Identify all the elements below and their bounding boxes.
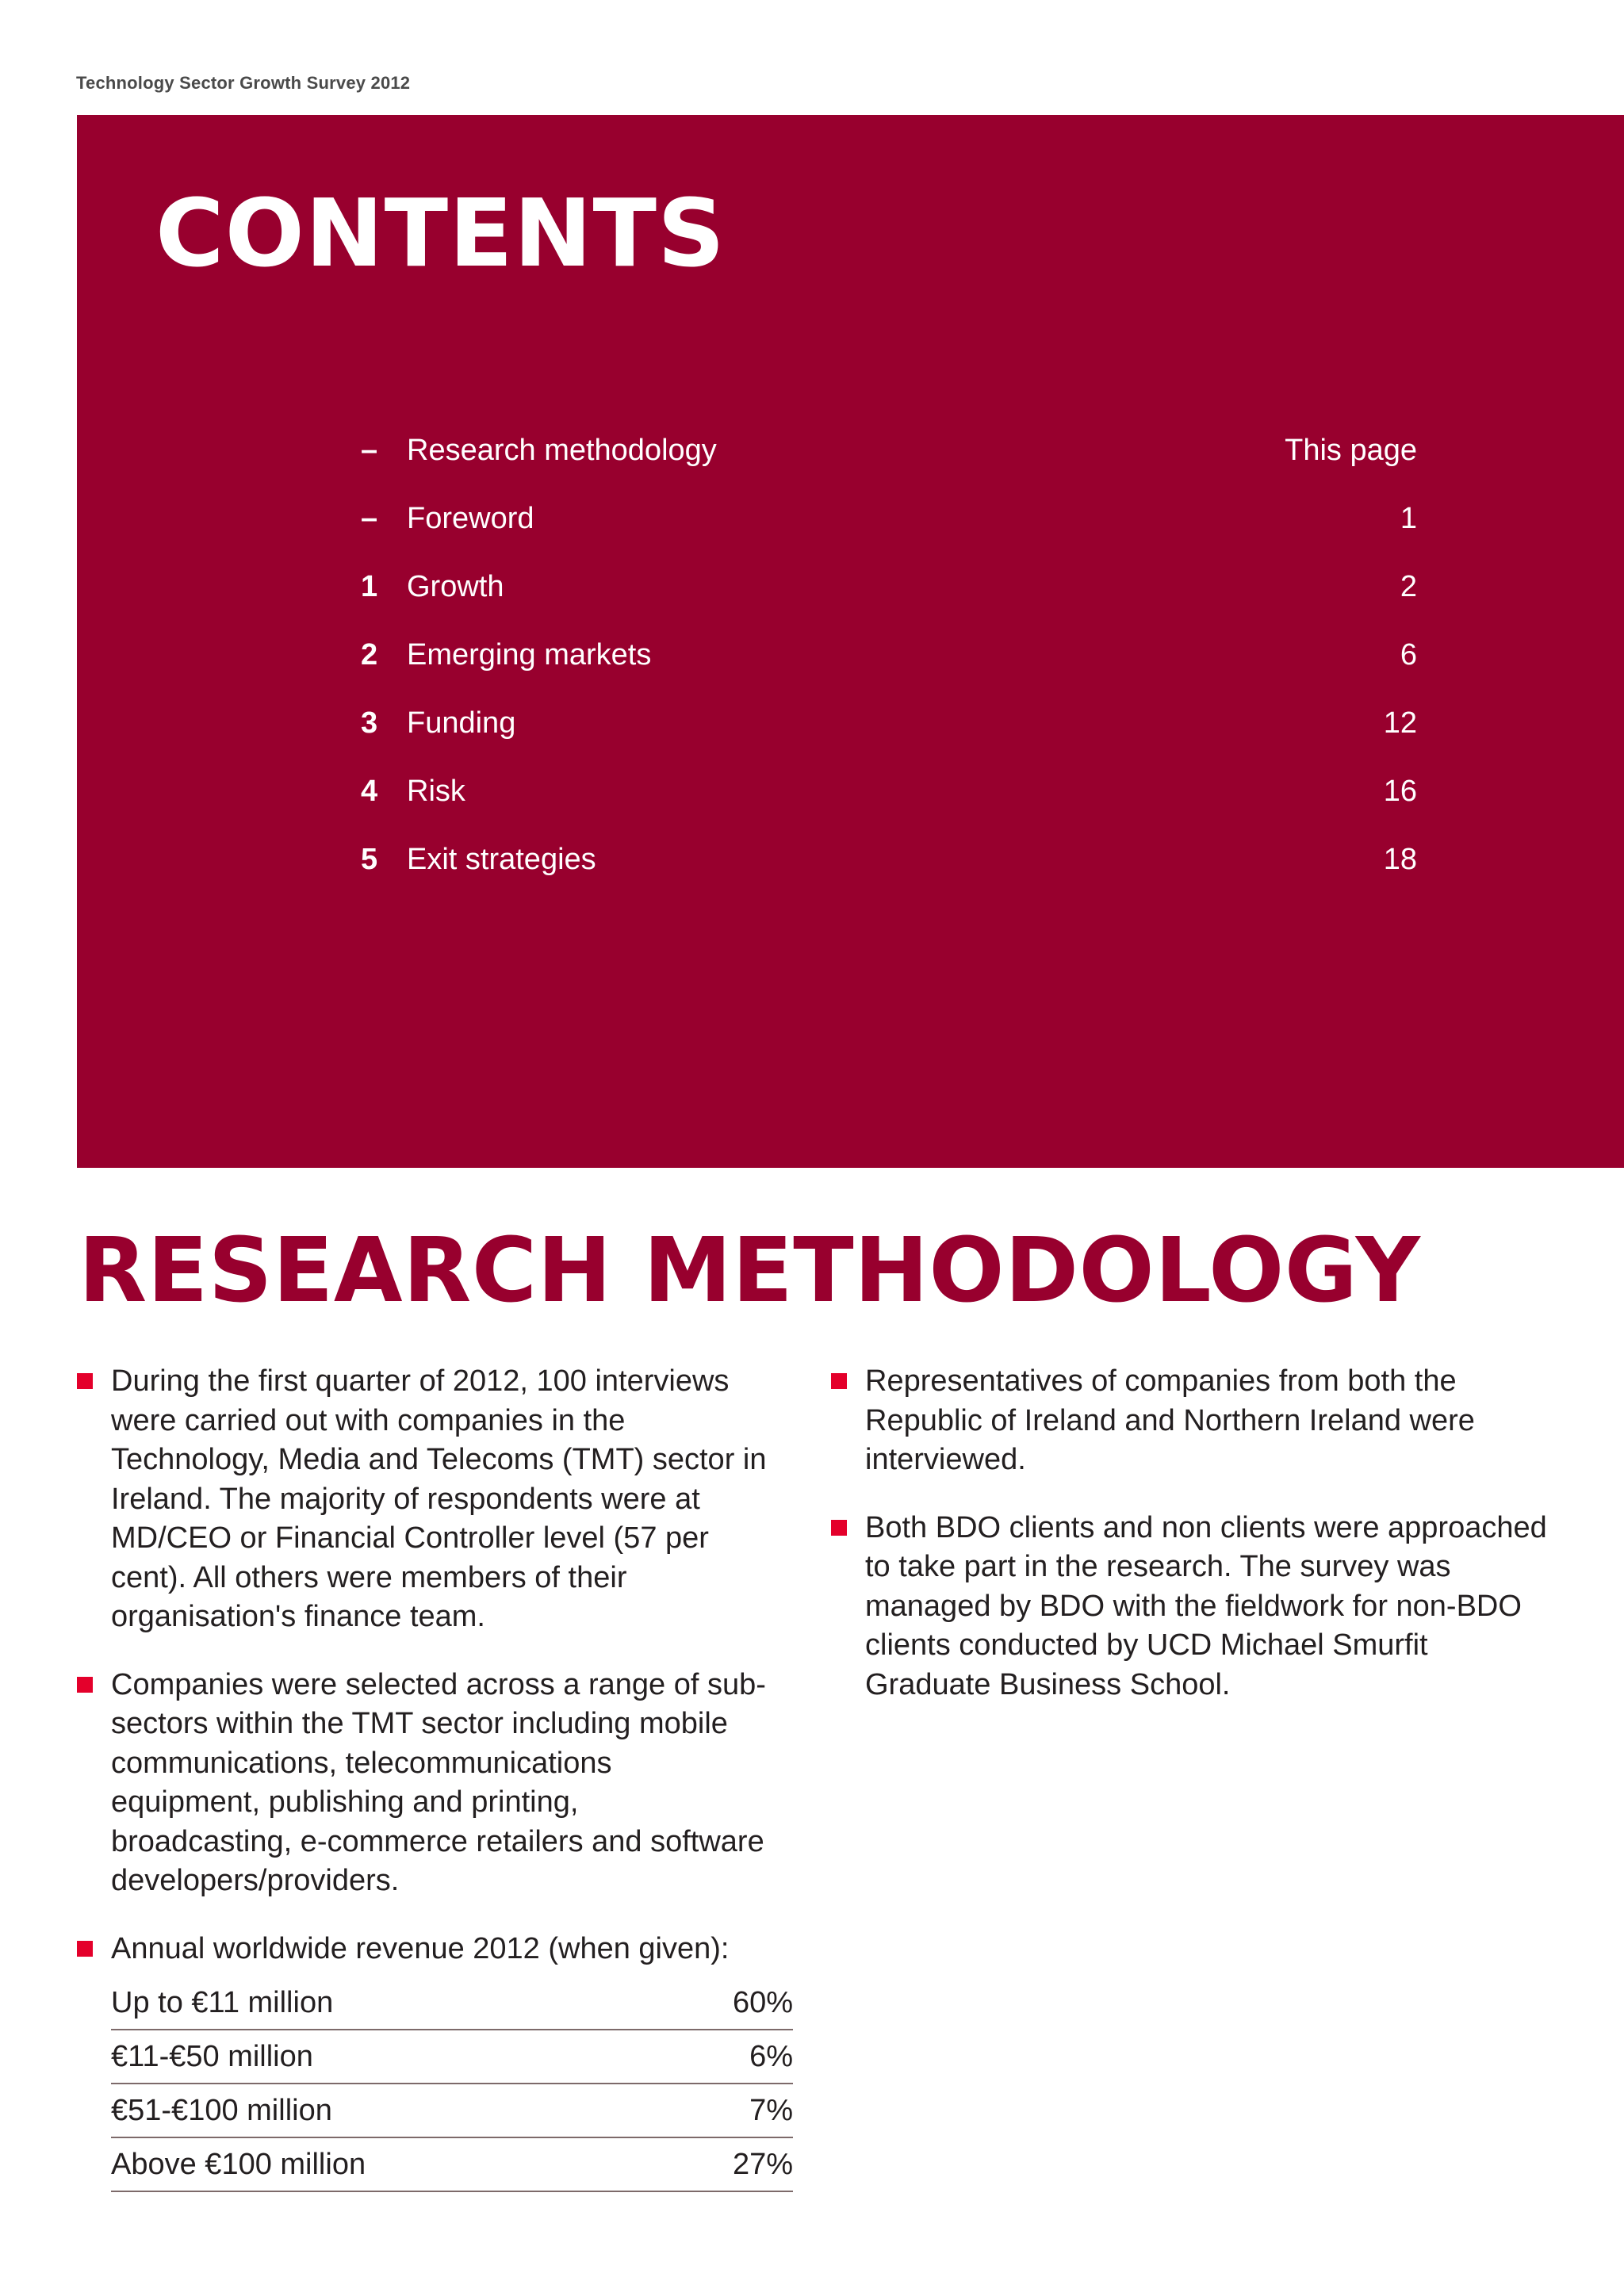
bullet-text: Companies were selected across a range of sub-sectors within the TMT sector including mobile communications, telecommunications equipment, publishing and printing, broadcasting, e-commerce retailers and software developers/providers.: [111, 1667, 766, 1897]
revenue-share: 27%: [662, 2137, 793, 2191]
square-bullet-icon: [831, 1520, 847, 1536]
square-bullet-icon: [831, 1373, 847, 1389]
toc-item-number: 1: [361, 570, 378, 603]
square-bullet-icon: [77, 1941, 93, 1957]
toc-item-label: Funding: [407, 706, 516, 740]
methodology-right-column: [831, 1362, 1561, 1733]
running-header: Technology Sector Growth Survey 2012: [76, 73, 411, 93]
bullet-item: [831, 1362, 1561, 1480]
toc-item-emerging-markets[interactable]: [361, 621, 1417, 689]
revenue-band: €51-€100 million: [111, 2084, 662, 2137]
bullet-text: During the first quarter of 2012, 100 interviews were carried out with companies in the Technology, Media and Telecoms (TMT) sector in Ireland. The majority of respondents were at MD/CEO or Financial Controller level (57 per cent). All others were members of their organisation's finance team.: [111, 1364, 767, 1633]
table-row: [111, 2030, 793, 2084]
toc-item-number: 4: [361, 775, 378, 808]
revenue-share: 60%: [662, 1976, 793, 2030]
toc-item-number: 3: [361, 706, 378, 740]
toc-item-page: 18: [1383, 843, 1417, 876]
toc-item-page: 1: [1400, 502, 1417, 535]
toc-item-page: This page: [1285, 434, 1417, 467]
toc-item-label: Emerging markets: [407, 638, 652, 672]
bullet-text: Representatives of companies from both the Republic of Ireland and Northern Ireland were interviewed.: [865, 1364, 1475, 1476]
toc-item-research-methodology[interactable]: [361, 416, 1417, 484]
contents-panel: [77, 115, 1624, 1168]
toc-item-number: 5: [361, 843, 378, 876]
square-bullet-icon: [77, 1373, 93, 1389]
revenue-band: Above €100 million: [111, 2137, 662, 2191]
toc-item-label: Foreword: [407, 502, 534, 535]
revenue-share: 7%: [662, 2084, 793, 2137]
methodology-left-column: [77, 1362, 793, 2192]
toc-item-number: 2: [361, 638, 378, 672]
revenue-share: 6%: [662, 2030, 793, 2084]
toc-item-label: Growth: [407, 570, 504, 603]
toc-item-number: –: [361, 502, 378, 535]
toc-item-page: 16: [1383, 775, 1417, 808]
table-row: [111, 2084, 793, 2137]
revenue-table: [111, 1976, 793, 2192]
revenue-band: Up to €11 million: [111, 1976, 662, 2030]
toc-item-label: Exit strategies: [407, 843, 596, 876]
toc-item-risk[interactable]: [361, 757, 1417, 825]
revenue-band: €11-€50 million: [111, 2030, 662, 2084]
bullet-item: [831, 1509, 1561, 1705]
toc-item-growth[interactable]: [361, 553, 1417, 621]
table-row: [111, 1976, 793, 2030]
toc-item-funding[interactable]: [361, 689, 1417, 757]
bullet-item: [77, 1930, 767, 1969]
bullet-text: Both BDO clients and non clients were approached to take part in the research. The survey was managed by BDO with the fieldwork for non-BDO clients conducted by UCD Michael Smurfit Graduate Business School.: [865, 1510, 1547, 1701]
bullet-item: [77, 1666, 767, 1901]
research-methodology-heading: RESEARCH METHODOLOGY: [79, 1219, 1421, 1322]
bullet-item: [77, 1362, 767, 1637]
toc-item-label: Research methodology: [407, 434, 717, 467]
toc-item-page: 2: [1400, 570, 1417, 603]
toc-item-page: 12: [1383, 706, 1417, 740]
toc-item-exit-strategies[interactable]: [361, 825, 1417, 894]
toc-item-label: Risk: [407, 775, 465, 808]
toc-item-page: 6: [1400, 638, 1417, 672]
square-bullet-icon: [77, 1677, 93, 1693]
toc-item-foreword[interactable]: [361, 484, 1417, 553]
table-of-contents: [361, 416, 1417, 894]
toc-item-number: –: [361, 434, 378, 467]
contents-title: CONTENTS: [155, 178, 726, 288]
bullet-text: Annual worldwide revenue 2012 (when given):: [111, 1931, 730, 1965]
table-row: [111, 2137, 793, 2191]
